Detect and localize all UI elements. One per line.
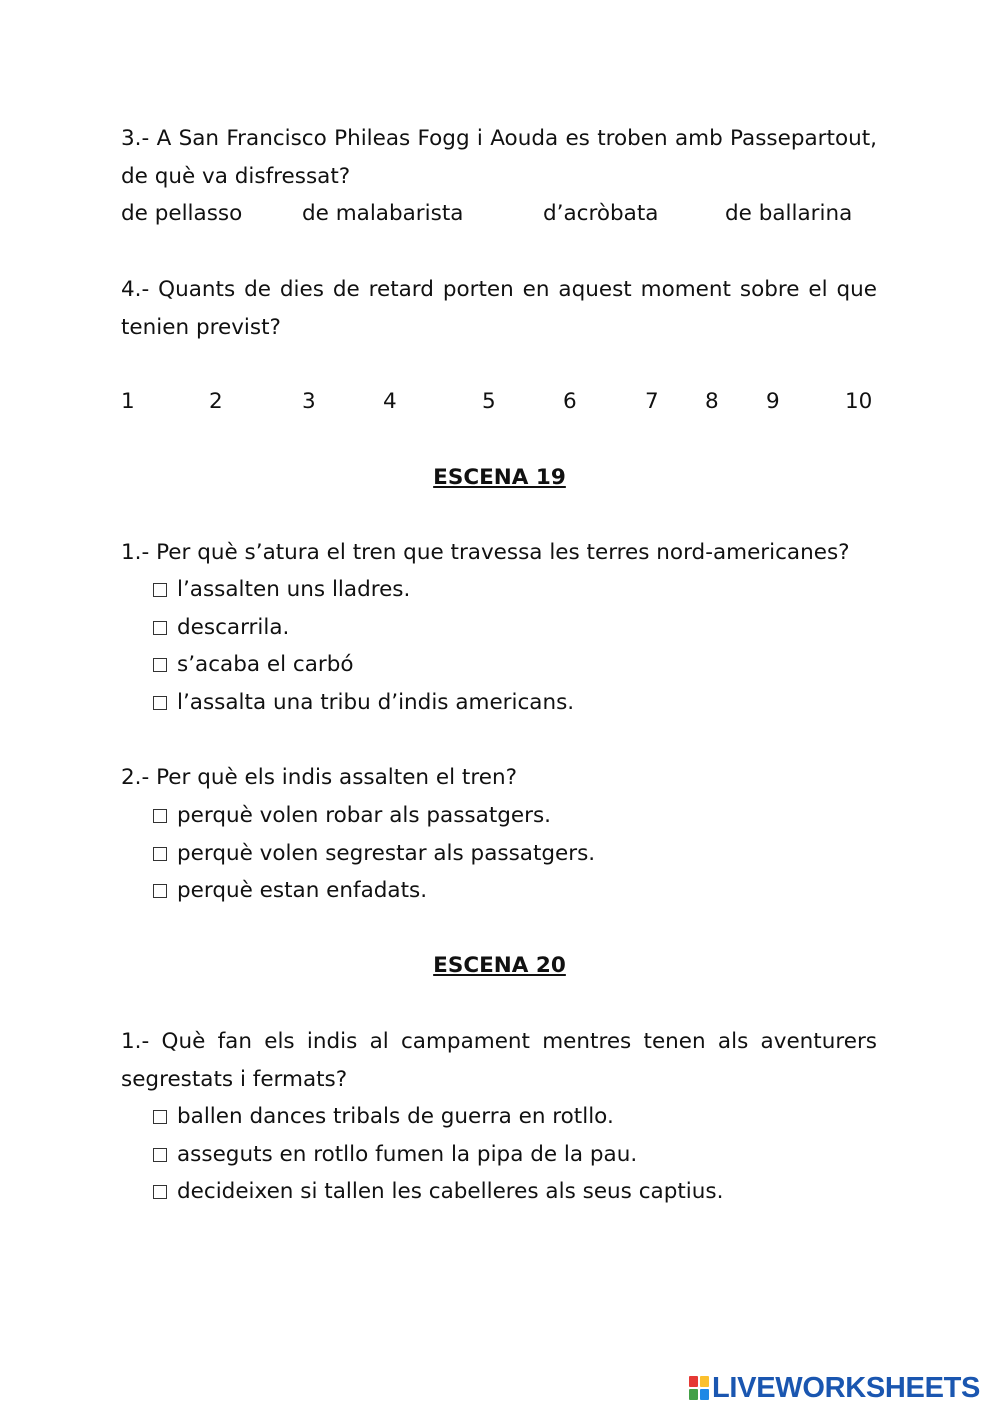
checkbox-icon[interactable]	[153, 696, 167, 710]
checkbox-option[interactable]: l’assalten uns lladres.	[153, 571, 410, 609]
checkbox-option[interactable]: perquè volen robar als passatgers.	[153, 797, 551, 835]
question-4-text: 4.- Quants de dies de retard porten en aquest moment sobre el que tenien previst?	[121, 277, 877, 340]
checkbox-icon[interactable]	[153, 847, 167, 861]
checkbox-icon[interactable]	[153, 621, 167, 635]
escena19-question-1-text: 1.- Per què s’atura el tren que travessa les terres nord-americanes?	[121, 540, 850, 565]
number-option[interactable]: 1	[121, 389, 135, 414]
checkbox-option[interactable]: asseguts en rotllo fumen la pipa de la pau.	[153, 1136, 637, 1174]
checkbox-icon[interactable]	[153, 1110, 167, 1124]
checkbox-option[interactable]: perquè estan enfadats.	[153, 872, 427, 910]
number-option[interactable]: 3	[302, 389, 316, 414]
number-option[interactable]: 4	[383, 389, 397, 414]
option-ballarina[interactable]: de ballarina	[725, 201, 853, 226]
checkbox-icon[interactable]	[153, 884, 167, 898]
section-heading-escena-20: ESCENA 20	[433, 953, 566, 978]
section-heading-escena-19: ESCENA 19	[433, 465, 566, 490]
number-option[interactable]: 10	[845, 389, 873, 414]
checkbox-icon[interactable]	[153, 1148, 167, 1162]
option-acrobata[interactable]: d’acròbata	[543, 201, 659, 226]
number-option[interactable]: 5	[482, 389, 496, 414]
logo-text: LIVEWORKSHEETS	[712, 1372, 981, 1404]
question-3-text: 3.- A San Francisco Phileas Fogg i Aouda es troben amb Passepartout, de què va disfressat?	[121, 126, 877, 189]
number-option[interactable]: 2	[209, 389, 223, 414]
checkbox-option[interactable]: l’assalta una tribu d’indis americans.	[153, 684, 574, 722]
question-3-options	[0, 195, 999, 233]
checkbox-icon[interactable]	[153, 809, 167, 823]
liveworksheets-logo[interactable]	[689, 1373, 980, 1403]
checkbox-option[interactable]: s’acaba el carbó	[153, 646, 354, 684]
checkbox-icon[interactable]	[153, 1185, 167, 1199]
option-malabarista[interactable]: de malabarista	[302, 201, 464, 226]
checkbox-option[interactable]: perquè volen segrestar als passatgers.	[153, 835, 595, 873]
number-option[interactable]: 8	[705, 389, 719, 414]
number-option[interactable]: 6	[563, 389, 577, 414]
question-4-numbers	[0, 383, 999, 421]
number-option[interactable]: 7	[645, 389, 659, 414]
option-pellasso[interactable]: de pellasso	[121, 201, 243, 226]
liveworksheets-logo-icon	[689, 1376, 709, 1400]
checkbox-option[interactable]: ballen dances tribals de guerra en rotllo.	[153, 1098, 614, 1136]
number-option[interactable]: 9	[766, 389, 780, 414]
checkbox-option[interactable]: descarrila.	[153, 609, 289, 647]
checkbox-option[interactable]: decideixen si tallen les cabelleres als seus captius.	[153, 1173, 723, 1211]
checkbox-icon[interactable]	[153, 583, 167, 597]
checkbox-icon[interactable]	[153, 658, 167, 672]
escena20-question-1-text: 1.- Què fan els indis al campament mentres tenen als aventurers segrestats i fermats?	[121, 1029, 877, 1092]
escena19-question-2-text: 2.- Per què els indis assalten el tren?	[121, 765, 517, 790]
